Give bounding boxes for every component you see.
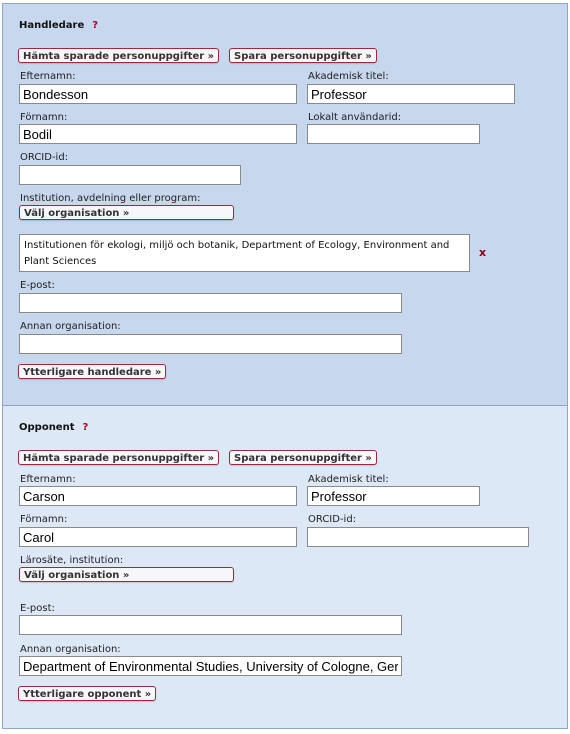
remove-org-icon[interactable]: x	[479, 246, 487, 259]
opponent-orcid-input[interactable]	[307, 527, 529, 547]
supervisor-choose-org-button[interactable]: Välj organisation »	[19, 205, 234, 220]
opponent-orcid-label: ORCID-id:	[308, 514, 357, 525]
supervisor-other-org-label: Annan organisation:	[20, 321, 121, 332]
opponent-firstname-input[interactable]	[19, 527, 297, 547]
opponent-institution-label: Lärosäte, institution:	[20, 555, 124, 566]
opponent-choose-org-button[interactable]: Välj organisation »	[19, 567, 234, 582]
opponent-help-icon[interactable]: ?	[82, 422, 89, 433]
supervisor-surname-input[interactable]	[19, 84, 297, 104]
opponent-heading	[19, 422, 88, 433]
supervisor-surname-label: Efternamn:	[20, 71, 76, 82]
opponent-title-input[interactable]	[307, 486, 480, 506]
supervisor-heading-text: Handledare	[19, 20, 85, 31]
supervisor-orcid-input[interactable]	[19, 165, 241, 185]
supervisor-other-org-input[interactable]	[19, 334, 402, 354]
more-opponents-button[interactable]: Ytterligare opponent »	[18, 686, 156, 701]
supervisor-firstname-input[interactable]	[19, 124, 297, 144]
opponent-surname-input[interactable]	[19, 486, 297, 506]
opponent-title-label: Akademisk titel:	[308, 474, 389, 485]
opponent-email-input[interactable]	[19, 615, 402, 635]
supervisor-section	[2, 3, 568, 407]
opponent-surname-label: Efternamn:	[20, 474, 76, 485]
supervisor-email-input[interactable]	[19, 293, 402, 313]
opponent-other-org-label: Annan organisation:	[20, 644, 121, 655]
opponent-firstname-label: Förnamn:	[20, 514, 68, 525]
opponent-section	[2, 405, 568, 729]
more-supervisors-button[interactable]: Ytterligare handledare »	[18, 364, 166, 379]
supervisor-title-label: Akademisk titel:	[308, 71, 389, 82]
supervisor-title-input[interactable]	[307, 84, 515, 104]
supervisor-save-data-button[interactable]: Spara personuppgifter »	[229, 48, 377, 63]
supervisor-email-label: E-post:	[20, 280, 55, 291]
supervisor-selected-org: Institutionen för ekologi, miljö och botanik, Department of Ecology, Environment and Plant Sciences	[19, 234, 470, 272]
supervisor-local-user-input[interactable]	[307, 124, 480, 144]
opponent-save-data-button[interactable]: Spara personuppgifter »	[229, 450, 377, 465]
supervisor-firstname-label: Förnamn:	[20, 112, 68, 123]
opponent-fetch-saved-button[interactable]: Hämta sparade personuppgifter »	[18, 450, 219, 465]
supervisor-heading	[19, 20, 98, 31]
supervisor-institution-label: Institution, avdelning eller program:	[20, 193, 201, 204]
opponent-other-org-input[interactable]	[19, 656, 402, 676]
supervisor-local-user-label: Lokalt användarid:	[308, 112, 402, 123]
supervisor-orcid-label: ORCID-id:	[20, 152, 69, 163]
supervisor-fetch-saved-button[interactable]: Hämta sparade personuppgifter »	[18, 48, 219, 63]
opponent-email-label: E-post:	[20, 603, 55, 614]
opponent-heading-text: Opponent	[19, 422, 75, 433]
supervisor-help-icon[interactable]: ?	[92, 20, 99, 31]
